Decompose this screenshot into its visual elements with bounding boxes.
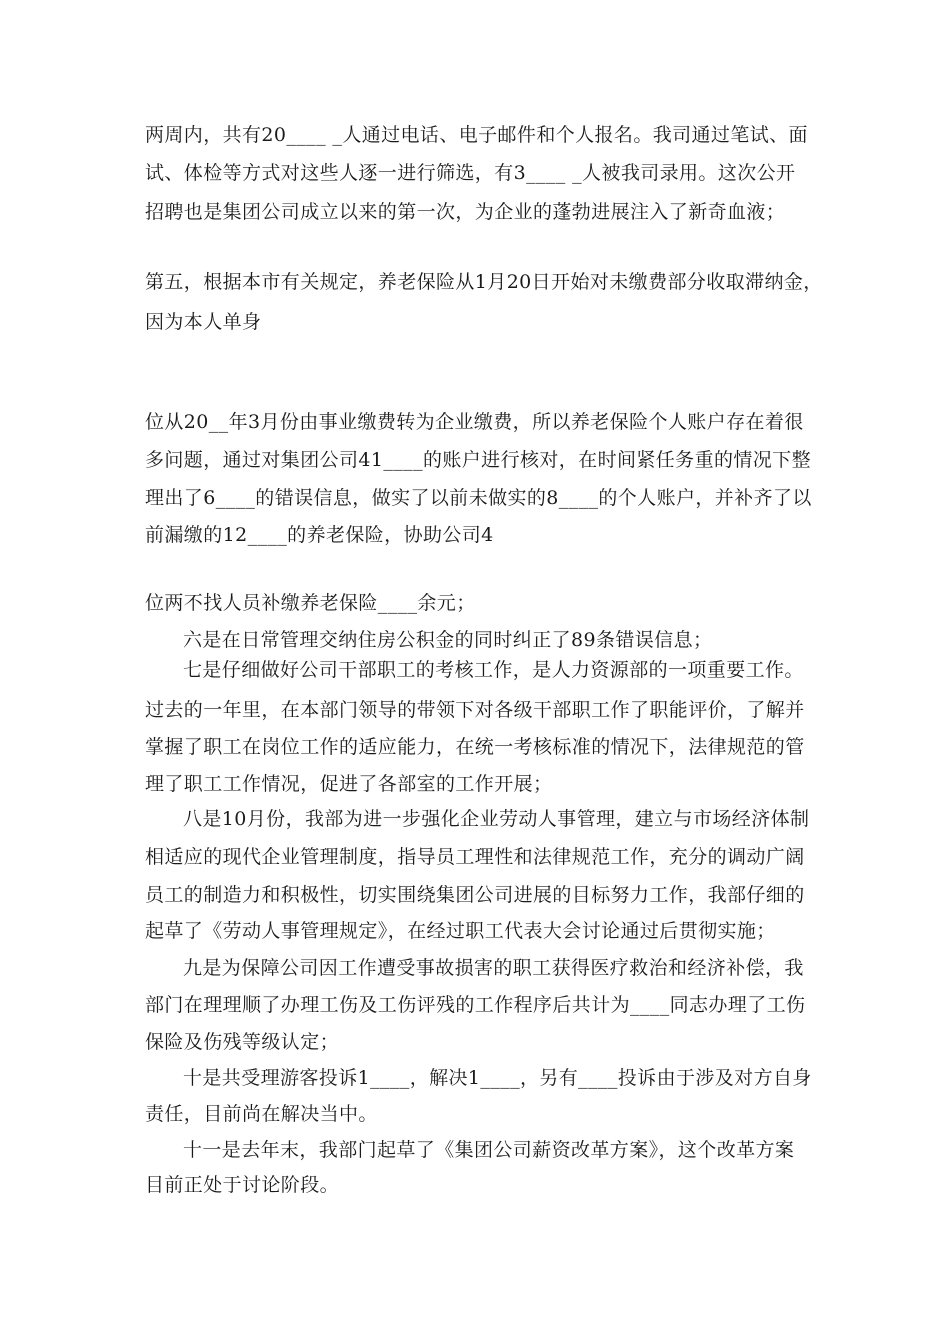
text-line: 理出了6____的错误信息，做实了以前未做实的8____的个人账户，并补齐了以 bbox=[145, 487, 812, 509]
text-line: 多问题，通过对集团公司41____的账户进行核对，在时间紧任务重的情况下整 bbox=[145, 449, 811, 471]
text-line: 七是仔细做好公司干部职工的考核工作，是人力资源部的一项重要工作。 bbox=[183, 659, 804, 681]
text-line: 十一是去年末，我部门起草了《集团公司薪资改革方案》，这个改革方案 bbox=[183, 1139, 795, 1161]
text-line: 因为本人单身 bbox=[145, 311, 262, 333]
text-line: 保险及伤残等级认定； bbox=[145, 1031, 340, 1053]
text-line: 目前正处于讨论阶段。 bbox=[145, 1174, 340, 1196]
text-line: 位从20__年3月份由事业缴费转为企业缴费，所以养老保险个人账户存在着很 bbox=[145, 411, 804, 433]
text-line: 八是10月份，我部为进一步强化企业劳动人事管理，建立与市场经济体制 bbox=[183, 808, 810, 830]
text-line: 过去的一年里，在本部门领导的带领下对各级干部职工作了职能评价，了解并 bbox=[145, 699, 805, 721]
text-line: 位两不找人员补缴养老保险____余元； bbox=[145, 592, 476, 614]
text-line: 员工的制造力和积极性，切实围绕集团公司进展的目标努力工作，我部仔细的 bbox=[145, 884, 805, 906]
text-line: 第五，根据本市有关规定，养老保险从1月20日开始对未缴费部分收取滞纳金， bbox=[145, 271, 823, 293]
text-line: 相适应的现代企业管理制度，指导员工理性和法律规范工作，充分的调动广阔 bbox=[145, 846, 805, 868]
text-line: 部门在理理顺了办理工伤及工伤评残的工作程序后共计为____同志办理了工伤 bbox=[145, 994, 806, 1016]
text-line: 九是为保障公司因工作遭受事故损害的职工获得医疗救治和经济补偿，我 bbox=[183, 957, 804, 979]
text-line: 两周内，共有20____ _人通过电话、电子邮件和个人报名。我司通过笔试、面 bbox=[145, 124, 808, 146]
text-line: 理了职工工作情况，促进了各部室的工作开展； bbox=[145, 773, 553, 795]
text-line: 责任，目前尚在解决当中。 bbox=[145, 1103, 378, 1125]
text-line: 试、体检等方式对这些人逐一进行筛选，有3____ _人被我司录用。这次公开 bbox=[145, 162, 796, 184]
text-line: 前漏缴的12____的养老保险，协助公司4 bbox=[145, 524, 494, 546]
text-line: 起草了《劳动人事管理规定》，在经过职工代表大会讨论通过后贯彻实施； bbox=[145, 920, 776, 942]
text-line: 六是在日常管理交纳住房公积金的同时纠正了89条错误信息； bbox=[183, 629, 713, 651]
text-line: 掌握了职工在岗位工作的适应能力，在统一考核标准的情况下，法律规范的管 bbox=[145, 736, 805, 758]
text-line: 招聘也是集团公司成立以来的第一次，为企业的蓬勃进展注入了新奇血液； bbox=[145, 201, 786, 223]
text-line: 十是共受理游客投诉1____，解决1____，另有____投诉由于涉及对方自身 bbox=[183, 1067, 812, 1089]
